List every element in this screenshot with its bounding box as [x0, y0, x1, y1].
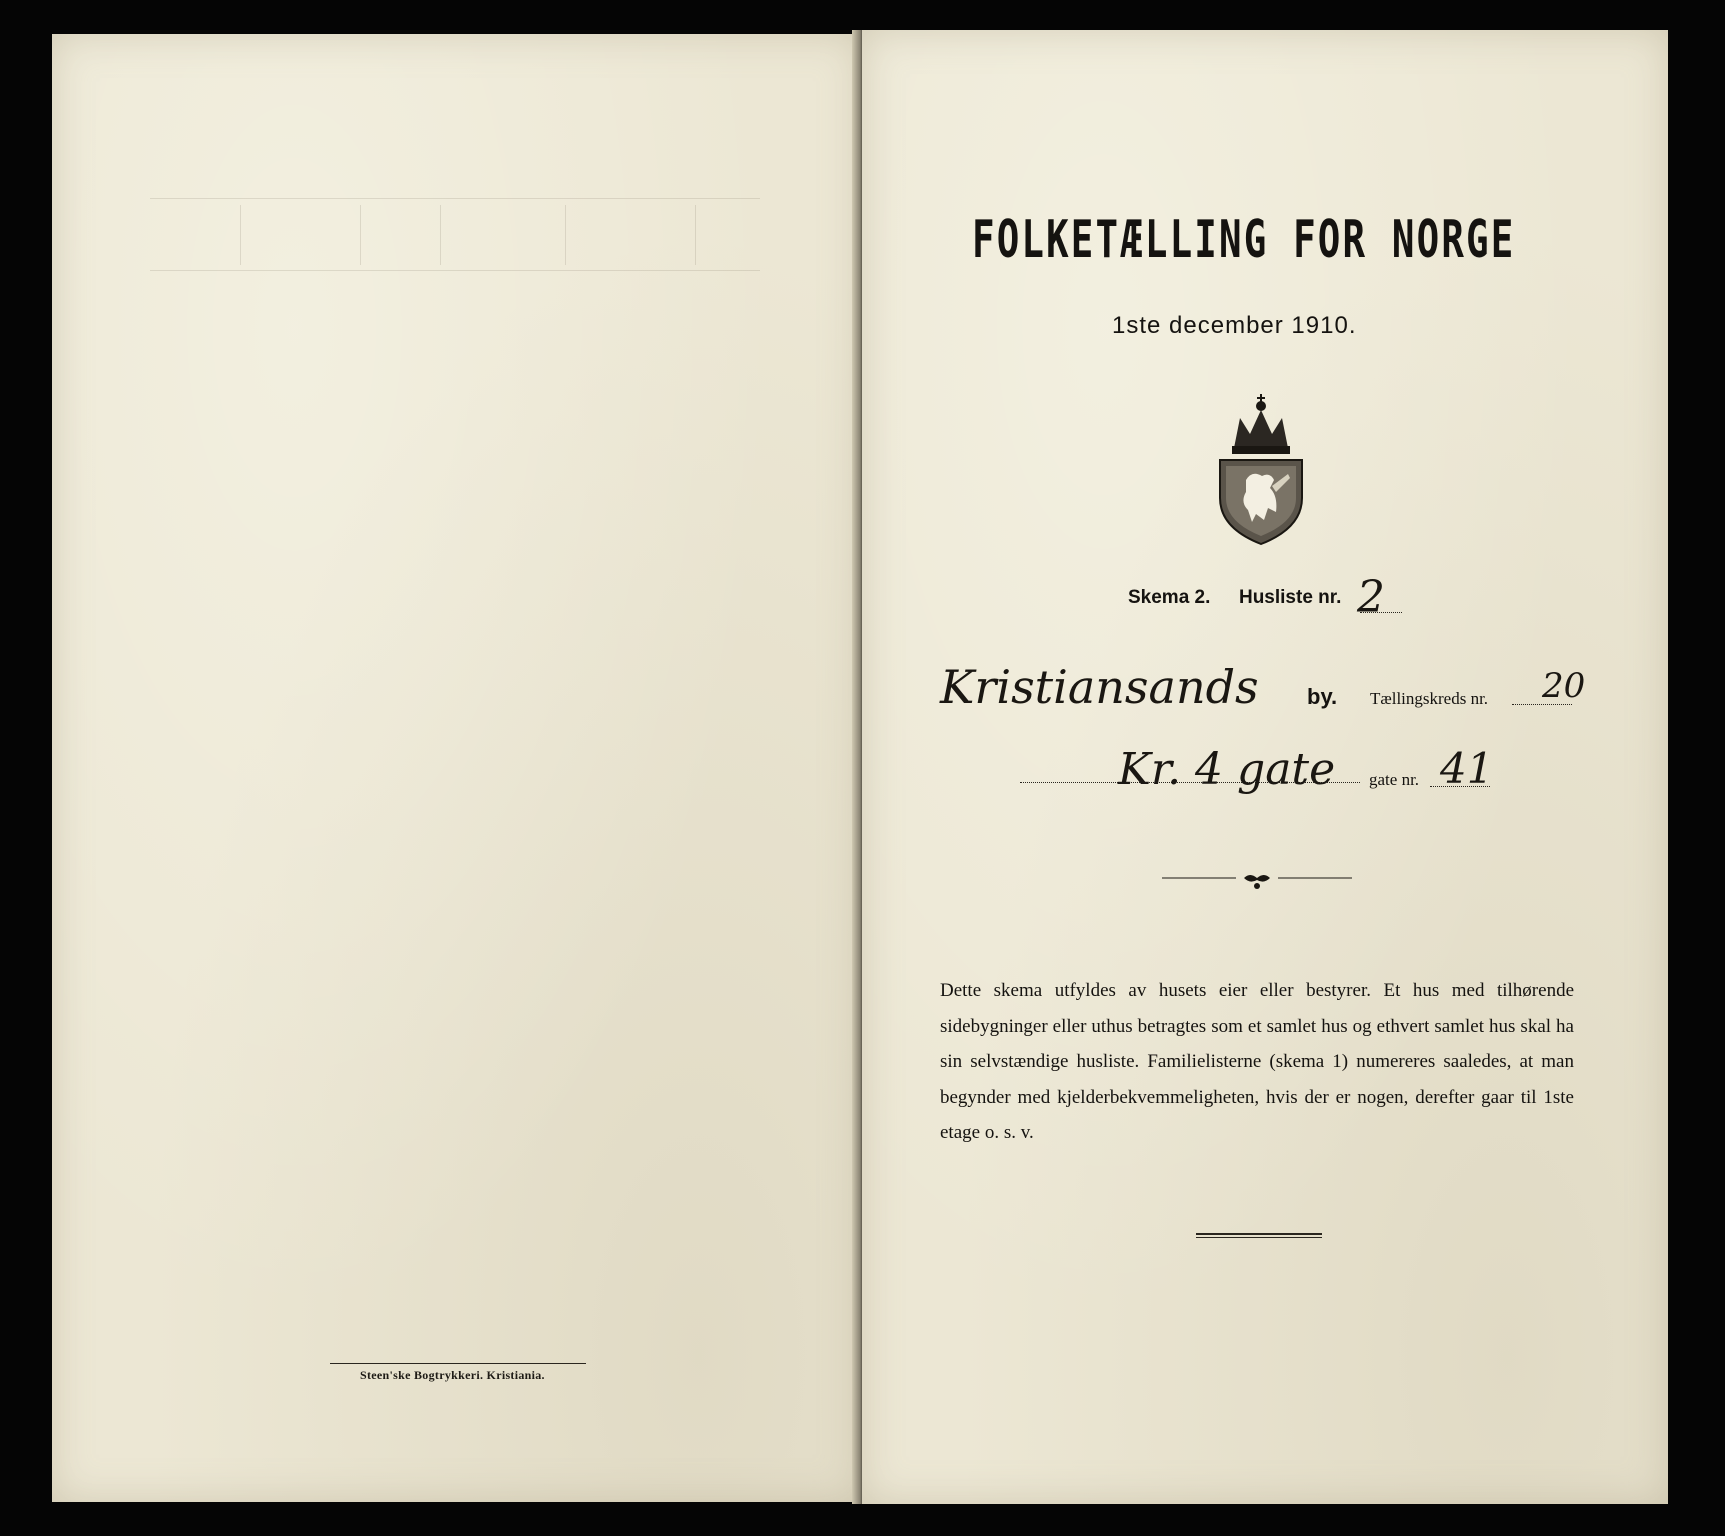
bleed-through-column: [240, 205, 241, 265]
printer-rule: [330, 1363, 586, 1364]
bleed-through-column: [360, 205, 361, 265]
schema-label: Skema 2.: [1128, 587, 1211, 608]
census-date: 1ste december 1910.: [1112, 312, 1357, 339]
census-title: FOLKETÆLLING FOR NORGE: [972, 210, 1516, 270]
left-page: [52, 34, 860, 1502]
closing-rule-thin: [1196, 1237, 1322, 1238]
norwegian-coat-of-arms-icon: [1216, 388, 1306, 546]
bleed-through-column: [440, 205, 441, 265]
husliste-nr-handwritten: 2: [1357, 572, 1385, 623]
bleed-through-column: [695, 205, 696, 265]
bleed-through-rule: [150, 270, 760, 271]
by-label: by.: [1307, 684, 1338, 709]
gate-nr-handwritten: 41: [1440, 744, 1494, 793]
kreds-label: Tællingskreds nr.: [1370, 689, 1489, 708]
kreds-nr-handwritten: 20: [1542, 666, 1586, 706]
schema-husliste-row: [1128, 587, 1341, 609]
street-handwritten: Kr. 4 gate: [1118, 744, 1336, 795]
fleuron-divider-icon: [1162, 872, 1352, 892]
instructions-paragraph: Dette skema utfyldes av husets eier eller bestyrer. Et hus med tilhørende sidebygninger eller uthus betragtes som et samlet hus og ethvert samlet hus skal ha sin selvstændige husliste. Familielisterne (skema 1) numereres saaledes, at man begynder med kjelderbekvemmeligheten, hvis der er nogen, derefter gaar til 1ste etage o. s. v.: [940, 980, 1574, 1143]
husliste-label: Husliste nr.: [1238, 587, 1342, 608]
gate-nr-label: gate nr.: [1369, 770, 1420, 789]
printer-imprint: Steen'ske Bogtrykkeri. Kristiania.: [360, 1368, 545, 1382]
bleed-through-column: [565, 205, 566, 265]
closing-rule: [1196, 1233, 1322, 1235]
bleed-through-rule: [150, 198, 760, 199]
city-handwritten: Kristiansands: [940, 660, 1259, 714]
